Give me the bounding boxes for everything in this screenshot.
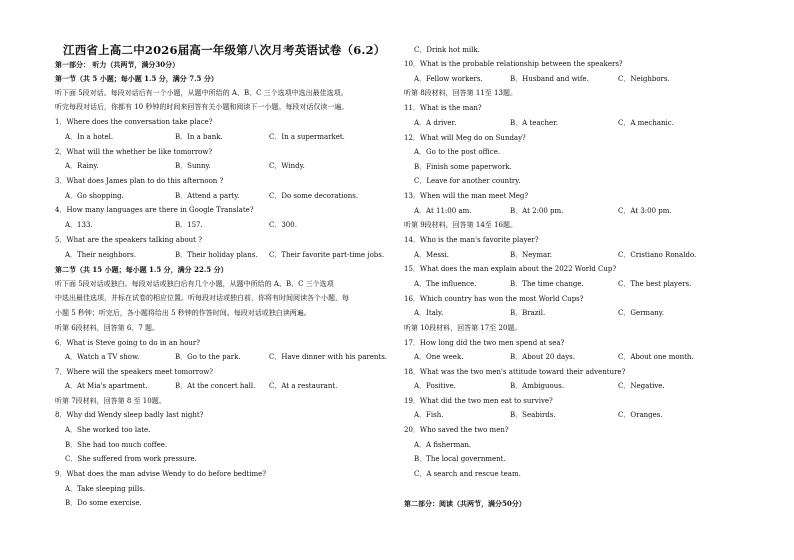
- option-a: A．Fish.: [414, 411, 444, 419]
- part1-heading: 第一部分： 听力（共两节，满分30分）: [55, 60, 180, 69]
- option-c: C．Neighbors.: [618, 75, 670, 83]
- section2-instruction: 小题 5 秒钟；听完后，各小题将给出 5 秒钟的作答时间。每段对话或独白读两遍。: [55, 309, 311, 317]
- option-c: C．Do some decorations.: [269, 192, 359, 200]
- exam-title: 江西省上高二中2026届高一年级第八次月考英语试卷（6.2）: [63, 43, 386, 57]
- option-a: A．133.: [65, 221, 93, 229]
- option-a: A．Their neighbors.: [65, 251, 136, 259]
- question-15: 15．What does the man explain about the 2022 World Cup?: [404, 265, 617, 273]
- section2-heading: 第二节（共 15 小题；每小题 1.5 分，满分 22.5 分）: [55, 265, 228, 274]
- option-c: C．Oranges.: [618, 411, 663, 419]
- option-c: C．A search and rescue team.: [414, 470, 521, 478]
- option-a: A．Italy.: [414, 309, 444, 317]
- option-b: B．Neymar.: [510, 251, 552, 259]
- option-b: B．The local government.: [414, 455, 506, 463]
- option-a: A．In a hotel.: [65, 133, 114, 141]
- option-a: A．A driver.: [414, 119, 457, 127]
- question-6: 6．What is Steve going to do in an hour?: [55, 339, 201, 347]
- question-16: 16．Which country has won the most World Cups?: [404, 295, 584, 303]
- section1-heading: 第一节（共 5 小题；每小题 1.5 分，满分 7.5 分）: [55, 74, 218, 83]
- question-20: 20．Who saved the two men?: [404, 426, 509, 434]
- option-c: C．Have dinner with his parents.: [269, 353, 388, 361]
- option-a: A．At Mia's apartment.: [65, 382, 148, 390]
- section1-instruction: 听完每段对话后，你都有 10 秒钟的时间来回答有关小题和阅读下一小题。每段对话仅读一遍。: [55, 103, 349, 111]
- question-9: 9．What does the man advise Wendy to do before bedtime?: [55, 470, 267, 478]
- option-b: B．Do some exercise.: [65, 499, 142, 507]
- material-6-note: 听第 6段材料，回答第 6、7 题。: [55, 324, 160, 332]
- option-c: C．The best players.: [618, 280, 692, 288]
- question-17: 17．How long did the two men spend at sea?: [404, 339, 565, 347]
- option-c: C．Leave for another country.: [414, 177, 521, 185]
- material-9-note: 听第 9段材料，回答第 14至 16题。: [404, 221, 517, 229]
- material-10-note: 听第 10段材料，回答第 17至 20题。: [404, 324, 522, 332]
- question-13: 13．When will the man meet Meg?: [404, 192, 529, 200]
- section1-instruction: 听下面 5段对话。每段对话后有一个小题，从题中所给的 A、B、C 三个选项中选出最佳选项。: [55, 89, 348, 97]
- option-a: A．One week.: [414, 353, 464, 361]
- question-8: 8．Why did Wendy sleep badly last night?: [55, 411, 204, 419]
- option-b: B．Ambiguous.: [510, 382, 565, 390]
- option-b: B．Attend a party.: [175, 192, 240, 200]
- question-4: 4．How many languages are there in Google Translate?: [55, 206, 254, 214]
- option-a: A．The influence.: [414, 280, 477, 288]
- option-b: B．About 20 days.: [510, 353, 575, 361]
- question-18: 18．What was the two men's attitude toward their adventure?: [404, 368, 626, 376]
- option-b: B．A teacher.: [510, 119, 558, 127]
- option-b: B．In a bank.: [175, 133, 223, 141]
- option-c: C．Cristiano Ronaldo.: [618, 251, 697, 259]
- option-b: B．Seabirds.: [510, 411, 556, 419]
- option-b: B．At 2:00 pm.: [510, 207, 564, 215]
- option-b: B．Husband and wife.: [510, 75, 589, 83]
- question-19: 19．What did the two men eat to survive?: [404, 397, 553, 405]
- option-c: C．Germany.: [618, 309, 665, 317]
- option-a: A．A fisherman.: [414, 441, 472, 449]
- option-b: B．Finish some paperwork.: [414, 163, 512, 171]
- option-c: C．Their favorite part-time jobs.: [269, 251, 385, 259]
- question-12: 12．What will Meg do on Sunday?: [404, 134, 526, 142]
- question-1: 1．Where does the conversation take place?: [55, 118, 213, 126]
- question-10: 10．What is the probable relationship between the speakers?: [404, 60, 623, 68]
- section2-instruction: 中选出最佳选项，并标在试卷的相应位置。听每段对话或独白前，你将有时间阅读各个小题，每: [55, 294, 349, 302]
- option-a: A．Positive.: [414, 382, 456, 390]
- part2-heading: 第二部分：阅读（共两节，满分50分）: [404, 499, 526, 508]
- question-11: 11．What is the man?: [404, 104, 482, 112]
- option-b: B．At the concert hall.: [175, 382, 256, 390]
- option-c: C．300.: [269, 221, 297, 229]
- option-c: C．Windy.: [269, 162, 305, 170]
- option-c: C．Drink hot milk.: [414, 46, 480, 54]
- question-2: 2．What will the whether be like tomorrow?: [55, 148, 213, 156]
- option-b: B．Go to the park.: [175, 353, 241, 361]
- option-a: A．Fellow workers.: [414, 75, 483, 83]
- question-5: 5．What are the speakers talking about ?: [55, 236, 202, 244]
- option-b: B．She had too much coffee.: [65, 441, 168, 449]
- option-b: B．Their holiday plans.: [175, 251, 258, 259]
- option-a: A．Messi.: [414, 251, 450, 259]
- option-a: A．Go to the post office.: [414, 148, 501, 156]
- option-c: C．Negative.: [618, 382, 665, 390]
- option-b: B．Sunny.: [175, 162, 211, 170]
- option-a: A．Go shopping.: [65, 192, 124, 200]
- option-b: B．The time change.: [510, 280, 584, 288]
- option-b: B．157.: [175, 221, 203, 229]
- option-a: A．Take sleeping pills.: [65, 485, 146, 493]
- option-c: C．At a restaurant.: [269, 382, 338, 390]
- option-c: C．At 3:00 pm.: [618, 207, 672, 215]
- option-b: B．Brazil.: [510, 309, 546, 317]
- option-c: C．A mechanic.: [618, 119, 674, 127]
- option-c: C．She suffered from work pressure.: [65, 455, 197, 463]
- option-a: A．She worked too late.: [65, 426, 151, 434]
- option-c: C．About one month.: [618, 353, 694, 361]
- option-a: A．Rainy.: [65, 162, 99, 170]
- option-a: A．At 11:00 am.: [414, 207, 472, 215]
- material-7-note: 听第 7段材料，回答第 8 至 10题。: [55, 397, 166, 405]
- section2-instruction: 听下面 5段对话或独白。每段对话或独白后有几个小题，从题中所给的 A、B、C 三个选项: [55, 280, 334, 288]
- question-3: 3．What does James plan to do this afternoon ?: [55, 177, 224, 185]
- question-7: 7．Where will the speakers meet tomorrow?: [55, 368, 214, 376]
- option-a: A．Watch a TV show.: [65, 353, 140, 361]
- question-14: 14．Who is the man's favorite player?: [404, 236, 539, 244]
- option-c: C．In a supermarket.: [269, 133, 345, 141]
- material-8-note: 听第 8段材料，回答第 11至 13题。: [404, 89, 517, 97]
